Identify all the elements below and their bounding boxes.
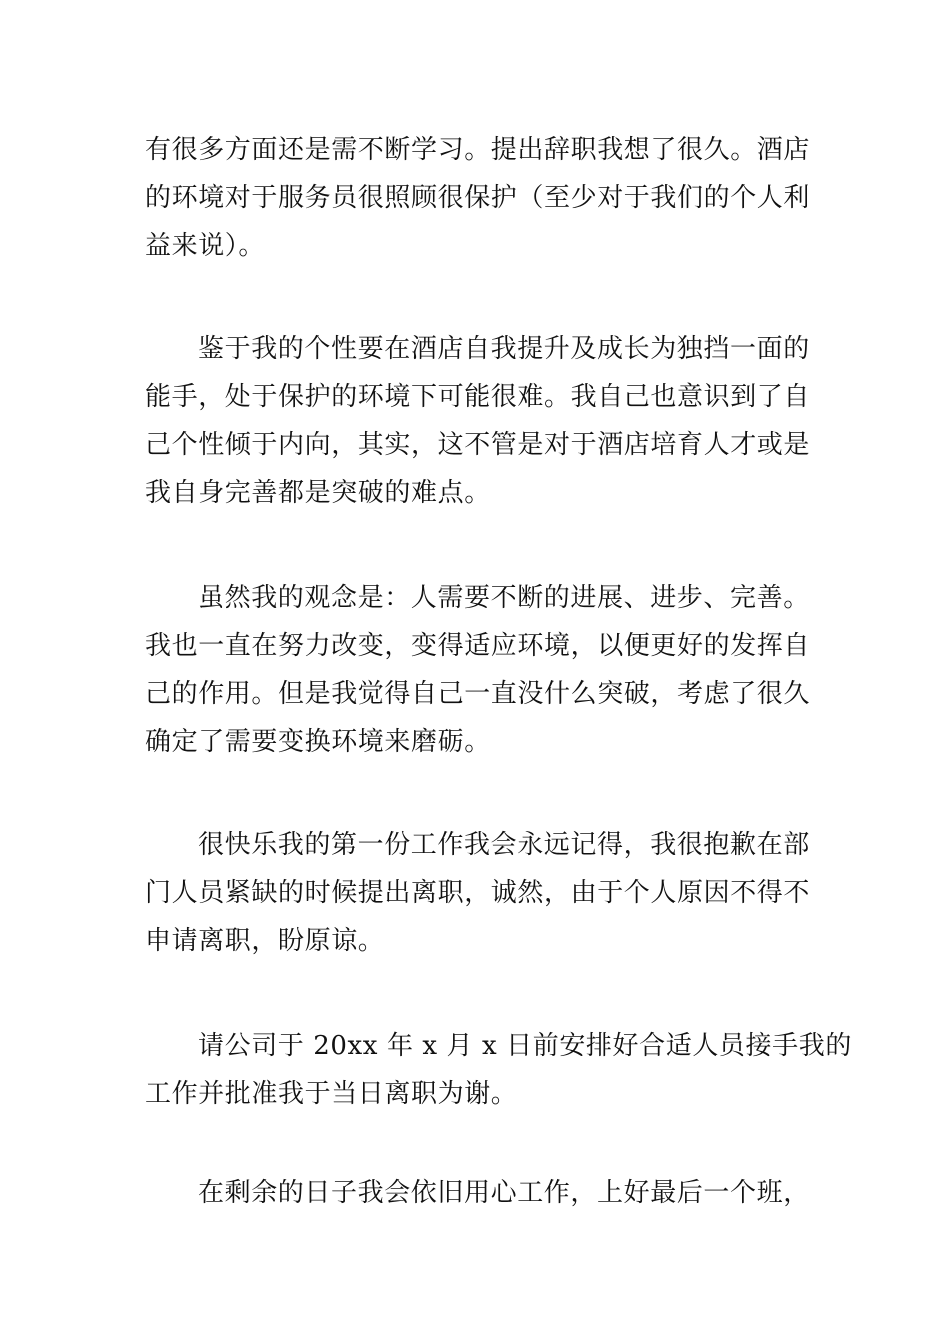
text-line: 很快乐我的第一份工作我会永远记得，我很抱歉在部 [198, 830, 810, 860]
paragraph-1 [145, 126, 825, 270]
paragraph-6 [145, 1169, 825, 1217]
text-line: 能手，处于保护的环境下可能很难。我自己也意识到了自 [145, 382, 811, 412]
paragraph-3 [145, 574, 825, 766]
text-line: 的环境对于服务员很照顾很保护（至少对于我们的个人利 [145, 183, 811, 213]
paragraph-4 [145, 821, 825, 965]
text-line: 虽然我的观念是：人需要不断的进展、进步、完善。 [198, 583, 810, 613]
text-line: 有很多方面还是需不断学习。提出辞职我想了很久。酒店 [145, 135, 811, 165]
text-line: 确定了需要变换环境来磨砺。 [145, 727, 491, 757]
text-line: 己个性倾于内向，其实，这不管是对于酒店培育人才或是 [145, 430, 811, 460]
text-line: 我也一直在努力改变，变得适应环境，以便更好的发挥自 [145, 631, 811, 661]
text-line: 工作并批准我于当日离职为谢。 [145, 1079, 518, 1109]
text-line: 在剩余的日子我会依旧用心工作，上好最后一个班， [198, 1178, 810, 1208]
text-line: 鉴于我的个性要在酒店自我提升及成长为独挡一面的 [198, 334, 810, 364]
text-line: 请公司于 20xx 年 x 月 x 日前安排好合适人员接手我的 [198, 1031, 852, 1061]
paragraph-5 [145, 1022, 852, 1118]
text-line: 门人员紧缺的时候提出离职，诚然，由于个人原因不得不 [145, 878, 811, 908]
paragraph-2 [145, 325, 825, 517]
text-line: 益来说）。 [145, 231, 266, 261]
text-line: 己的作用。但是我觉得自己一直没什么突破，考虑了很久 [145, 679, 811, 709]
text-line: 我自身完善都是突破的难点。 [145, 478, 491, 508]
text-line: 申请离职，盼原谅。 [145, 926, 385, 956]
